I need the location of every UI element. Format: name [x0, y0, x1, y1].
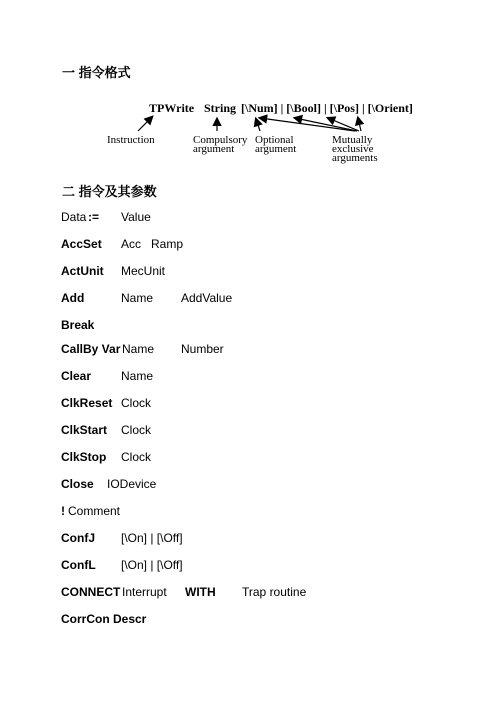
instruction-arg: Interrupt: [122, 585, 167, 599]
instruction-arg: Name: [122, 342, 155, 356]
instruction-name: Close: [61, 477, 94, 491]
instruction-arg: AddValue: [181, 291, 233, 305]
instruction-arg: Name: [121, 291, 154, 305]
syntax-instruction: TPWrite: [149, 101, 195, 115]
instruction-name: CONNECT: [61, 585, 121, 599]
instruction-arg: Name: [121, 369, 154, 383]
instruction-name: Add: [61, 291, 85, 305]
instruction-arg: Value: [121, 210, 151, 224]
instruction-name: ActUnit: [61, 264, 104, 278]
syntax-diagram: [100, 98, 420, 168]
instruction-name: CorrCon Descr: [61, 612, 147, 626]
syntax-optional: [\Num] | [\Bool] | [\Pos] | [\Orient]: [241, 101, 413, 115]
instruction-name: Clear: [61, 369, 92, 383]
label-mutually-2: exclusive: [332, 143, 374, 155]
instruction-name: !: [61, 504, 65, 518]
instruction-arg: MecUnit: [121, 264, 166, 278]
instruction-arg: Trap routine: [242, 585, 307, 599]
instruction-arg: IODevice: [107, 477, 157, 491]
instruction-arg: Acc Ramp: [121, 237, 184, 251]
instruction-name: AccSet: [61, 237, 102, 251]
arrow-instruction: [138, 117, 152, 131]
label-mutually-1: Mutually: [332, 134, 373, 146]
instruction-arg: Clock: [121, 450, 152, 464]
instruction-name: ClkStart: [61, 423, 108, 437]
instruction-arg: Clock: [121, 396, 152, 410]
label-mutually-3: arguments: [332, 152, 378, 164]
instruction-arg: Clock: [121, 423, 152, 437]
label-instruction: Instruction: [107, 134, 155, 146]
instruction-arg: [\On] | [\Off]: [121, 531, 183, 545]
section-heading-params: 二 指令及其参数: [62, 184, 157, 199]
instruction-name: Data: [61, 210, 87, 224]
syntax-compulsory: String: [204, 101, 237, 115]
instruction-arg: Comment: [68, 504, 121, 518]
instruction-name: CallBy Var: [61, 342, 121, 356]
instruction-name: ClkReset: [61, 396, 113, 410]
label-optional-1: Optional: [255, 134, 294, 146]
arrow-mutually-1: [260, 118, 355, 131]
keyword-with: WITH: [185, 585, 216, 599]
label-compulsory-1: Compulsory: [193, 134, 248, 146]
label-compulsory-2: argument: [193, 143, 235, 155]
instruction-arg: Number: [181, 342, 224, 356]
label-optional-2: argument: [255, 143, 297, 155]
section-heading-format: 一 指令格式: [62, 65, 131, 80]
instruction-name: ConfL: [61, 558, 96, 572]
arrow-optional: [256, 119, 260, 131]
instruction-name: ClkStop: [61, 450, 107, 464]
instruction-arg: [\On] | [\Off]: [121, 558, 183, 572]
assign-operator: :=: [88, 210, 100, 224]
instruction-name: Break: [61, 318, 95, 332]
arrow-mutually-4: [358, 118, 361, 131]
instruction-name: ConfJ: [61, 531, 95, 545]
